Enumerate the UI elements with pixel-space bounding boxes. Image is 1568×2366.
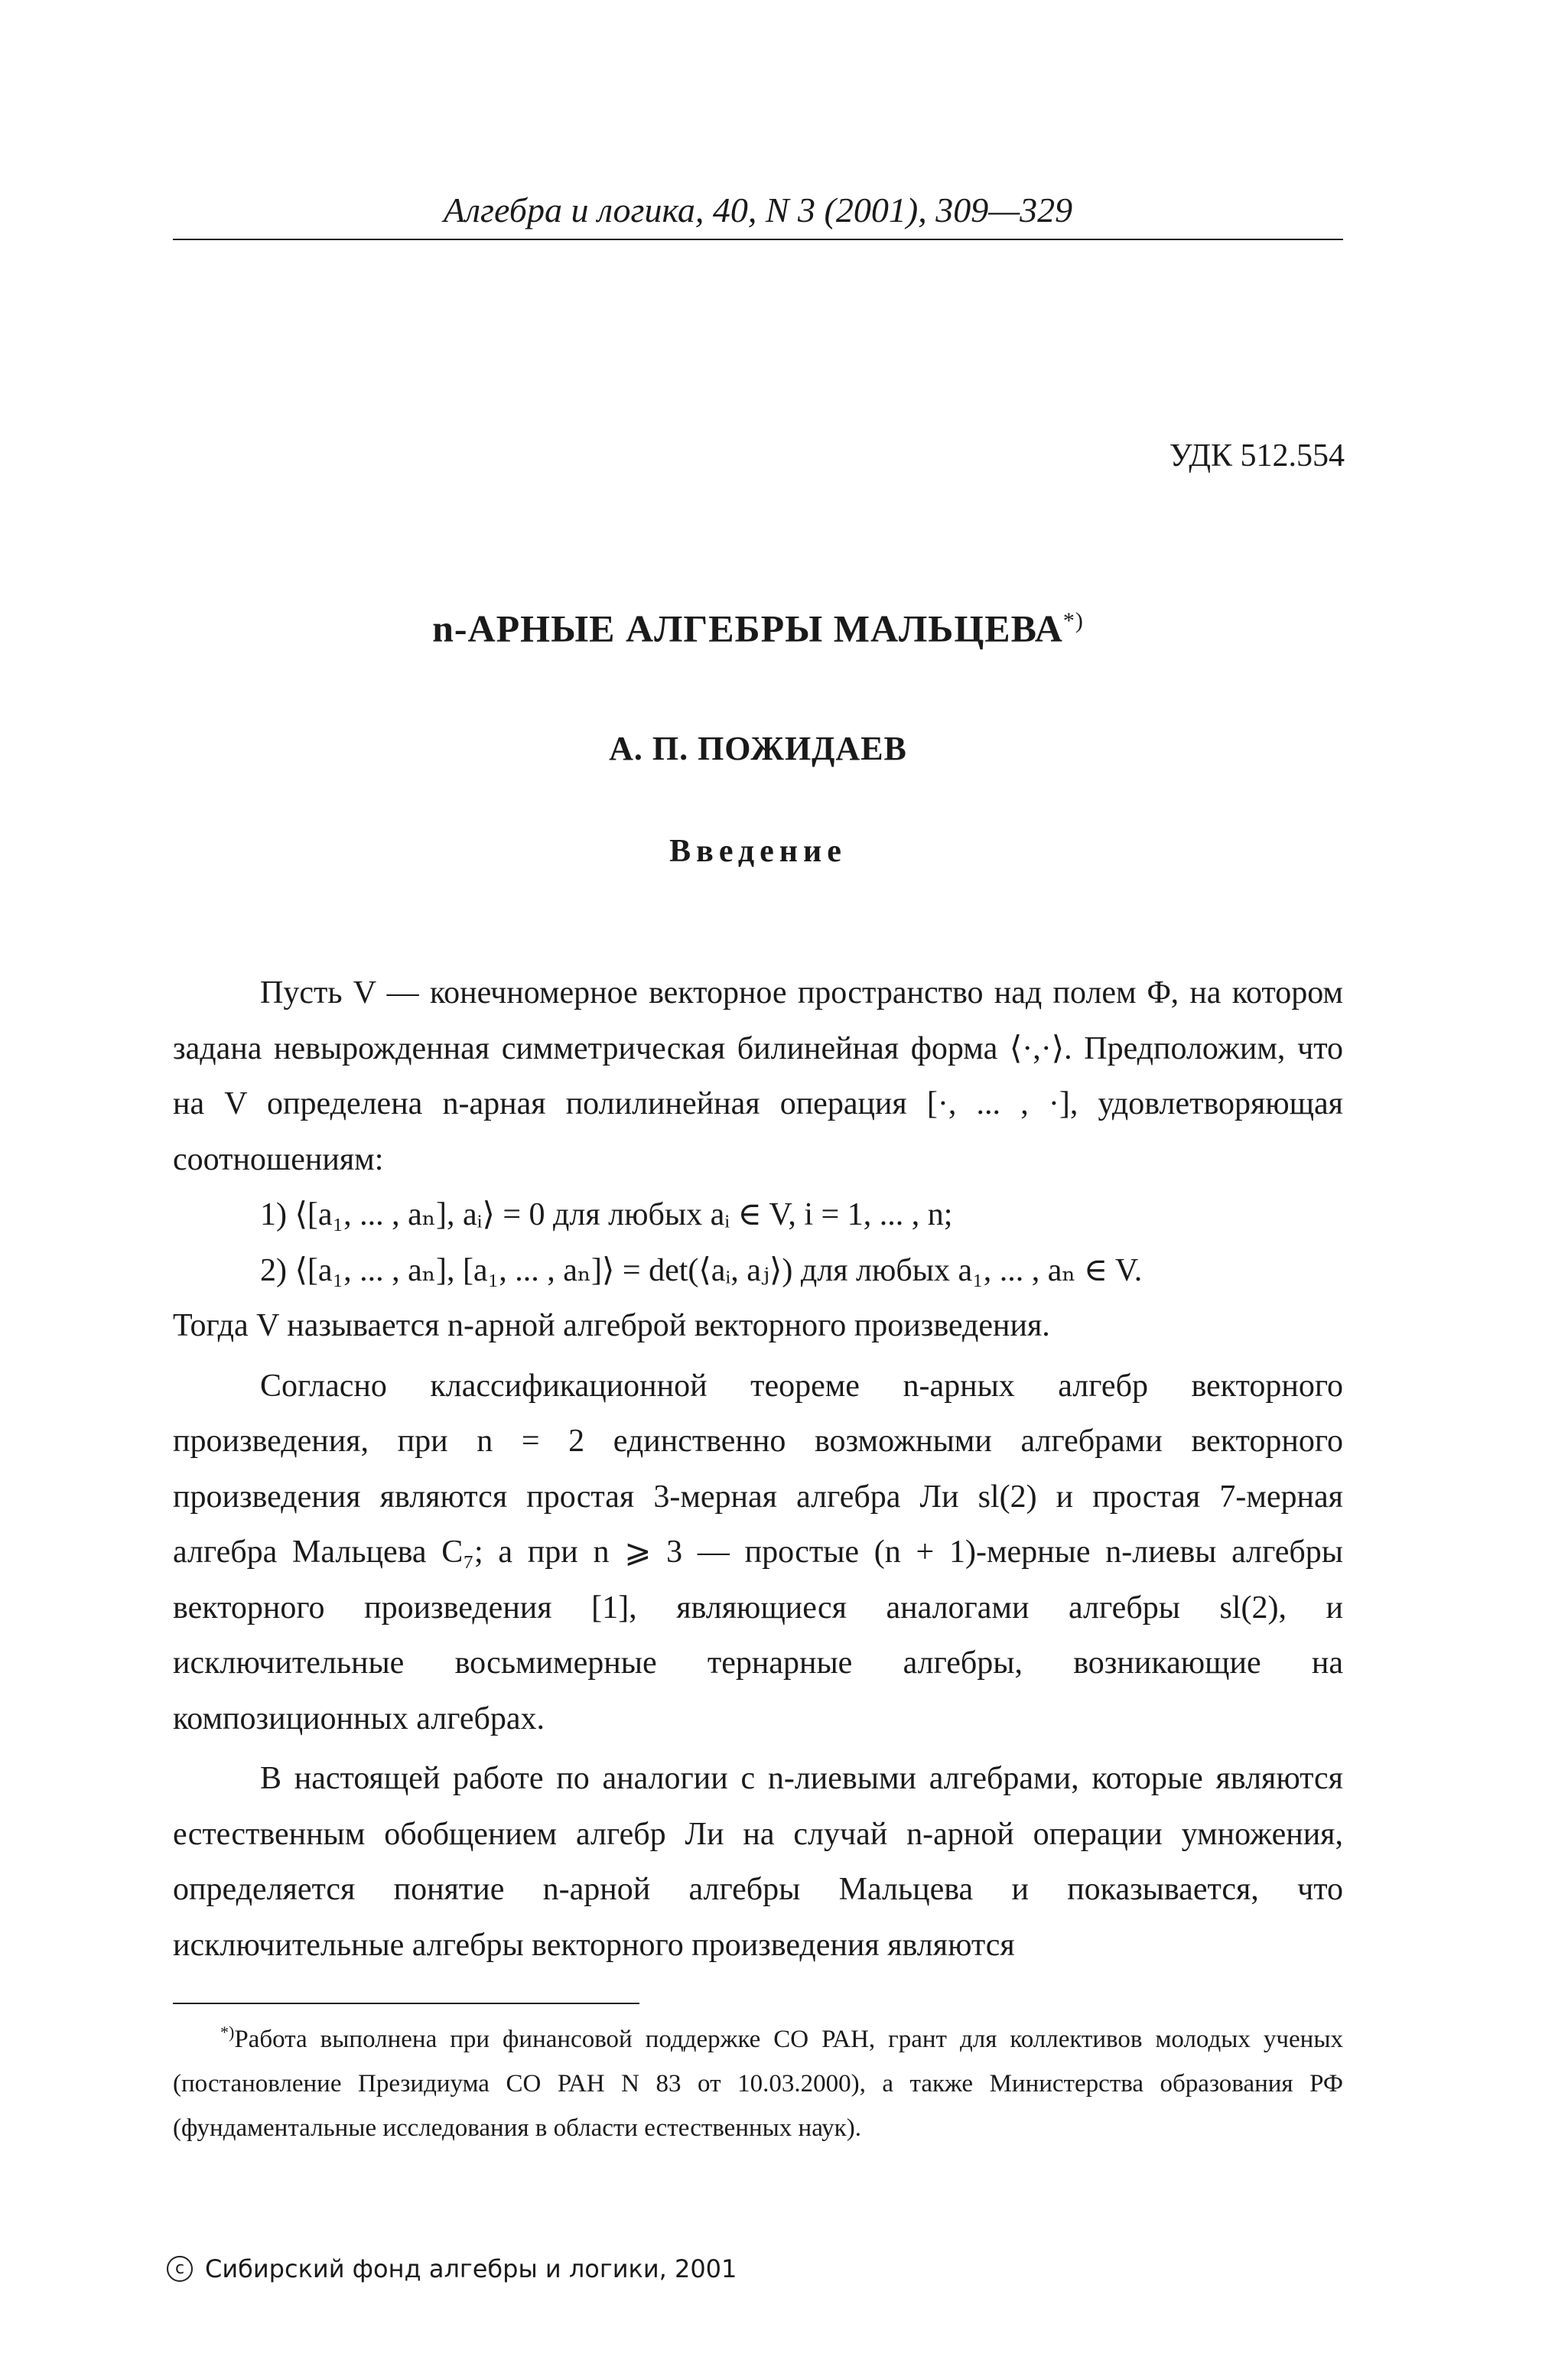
paper-title-text: n-АРНЫЕ АЛГЕБРЫ МАЛЬЦЕВА <box>432 607 1063 650</box>
copyright-text: Сибирский фонд алгебры и логики, 2001 <box>205 2254 737 2283</box>
copyright-icon: c <box>167 2256 193 2282</box>
footnote-rule <box>173 2003 639 2004</box>
section-title: Введение <box>669 834 847 869</box>
author-name: А. П. ПОЖИДАЕВ <box>609 730 907 767</box>
main-text <box>173 965 1343 1973</box>
footnote <box>173 2010 1343 2150</box>
condition-2: 2) ⟨[a₁, ... , aₙ], [a₁, ... , aₙ]⟩ = det(⟨aᵢ, aⱼ⟩) для любых a₁, ... , aₙ ∈ V. <box>260 1252 1143 1288</box>
footnote-text: Работа выполнена при финансовой поддержке СО РАН, грант для коллективов молодых ученых (постановление Президиума СО РАН N 83 от 10.03.2000), а также Министерства образования РФ (фундаментальные исследования в области естественных наук). <box>173 2026 1343 2142</box>
footnote-marker: *) <box>220 2023 235 2042</box>
copyright-line <box>167 2252 737 2286</box>
title-footnote-marker: *) <box>1062 608 1084 633</box>
condition-1: 1) ⟨[a₁, ... , aₙ], aᵢ⟩ = 0 для любых aᵢ ∈ V, i = 1, ... , n; <box>260 1197 953 1232</box>
paragraph-3: Согласно классификационной теореме n-арных алгебр векторного произведения, при n = 2 единственно возможными алгебрами векторного произведения являются простая 3-мерная алгебра Ли sl(2) и простая 7-мерная алгебра Мальцева C₇; а при n ⩾ 3 — простые (n + 1)-мерные n-лиевы алгебры векторного произведения [1], являющиеся аналогами алгебры sl(2), и исключительные восьмимерные тернарные алгебры, возникающие на композиционных алгебрах. <box>173 1368 1343 1736</box>
paragraph-4: В настоящей работе по аналогии с n-лиевыми алгебрами, которые являются естественным обобщением алгебр Ли на случай n-арной операции умножения, определяется понятие n-арной алгебры Мальцева и показывается, что исключительные алгебры векторного произведения являются <box>173 1761 1343 1963</box>
journal-header: Алгебра и логика, 40, N 3 (2001), 309—329 <box>443 190 1073 229</box>
udc-code: УДК 512.554 <box>1169 438 1345 474</box>
paragraph-2: Тогда V называется n-арной алгеброй векторного произведения. <box>173 1308 1050 1343</box>
paper-title <box>173 597 1343 653</box>
paragraph-1: Пусть V — конечномерное векторное пространство над полем Φ, на котором задана невырожденная симметрическая билинейная форма ⟨·,·⟩. Предположим, что на V определена n-арная полилинейная операция [·, ... , ·], удовлетворяющая соотношениям: <box>173 975 1343 1177</box>
header-rule <box>173 239 1343 240</box>
